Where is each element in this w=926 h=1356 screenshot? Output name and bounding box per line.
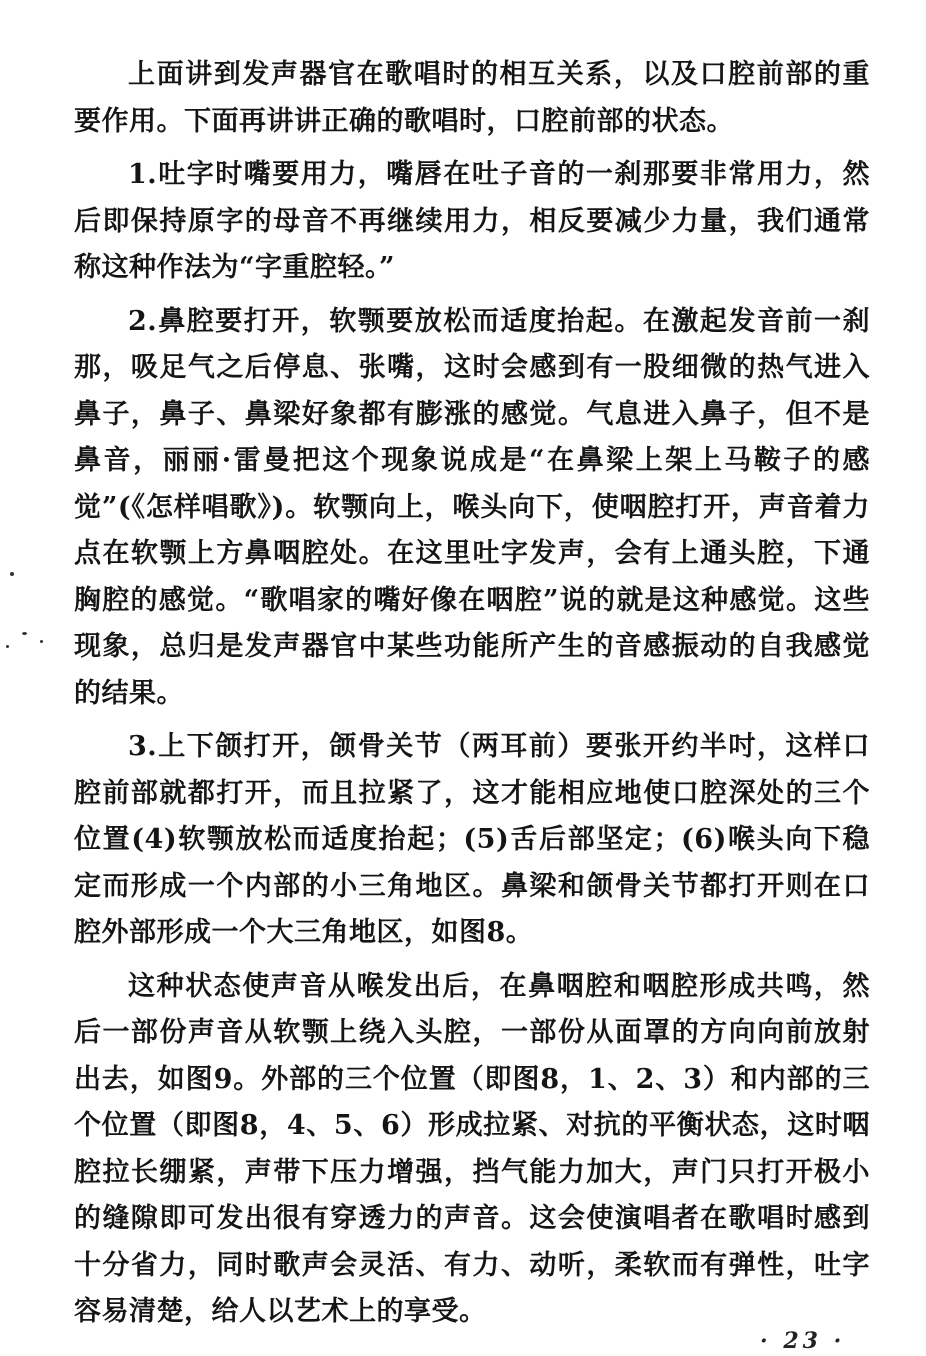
paragraph-conclusion: 这种状态使声音从喉发出后，在鼻咽腔和咽腔形成共鸣，然后一部份声音从软颚上绕入头腔，一部份从面罩的方向向前放射出去，如图9。外部的三个位置（即图8，1、2、3）和内部的三个位置（即图8，4、5、6）形成拉紧、对抗的平衡状态，这时咽腔拉长绷紧，声带下压力增强，挡气能力加大，声门只打开极小的缝隙即可发出很有穿透力的声音。这会使演唱者在歌唱时感到十分省力，同时歌声会灵活、有力、动听，柔软而有弹性，吐字容易清楚，给人以艺术上的享受。 (74, 970, 870, 1327)
scan-speck (10, 572, 14, 576)
paragraph-intro: 上面讲到发声器官在歌唱时的相互关系，以及口腔前部的重要作用。下面再讲讲正确的歌唱时，口腔前部的状态。 (74, 59, 870, 137)
paragraph-point-2: 2.鼻腔要打开，软颚要放松而适度抬起。在激起发音前一刹那，吸足气之后停息、张嘴，这时会感到有一股细微的热气进入鼻子，鼻子、鼻梁好象都有膨涨的感觉。气息进入鼻子，但不是鼻音，丽丽·雷曼把这个现象说成是“在鼻梁上架上马鞍子的感觉”(《怎样唱歌》)。软颚向上，喉头向下，使咽腔打开，声音着力点在软颚上方鼻咽腔处。在这里吐字发声，会有上通头腔，下通胸腔的感觉。“歌唱家的嘴好像在咽腔”说的就是这种感觉。这些现象，总归是发声器官中某些功能所产生的音感振动的自我感觉的结果。 (74, 305, 870, 709)
scan-speck (22, 632, 27, 635)
scan-speck (6, 645, 9, 648)
paragraph-point-3: 3.上下颌打开，颌骨关节（两耳前）要张开约半吋，这样口腔前部就都打开，而且拉紧了，这才能相应地使口腔深处的三个位置(4)软颚放松而适度抬起；(5)舌后部坚定；(6)喉头向下稳定而形成一个内部的小三角地区。鼻梁和颌骨关节都打开则在口腔外部形成一个大三角地区，如图8。 (74, 731, 870, 948)
page-number: · 23 · (760, 1328, 846, 1354)
body-text (74, 52, 870, 1343)
paragraph-point-1: 1.吐字时嘴要用力，嘴唇在吐子音的一刹那要非常用力，然后即保持原字的母音不再继续用力，相反要减少力量，我们通常称这种作法为“字重腔轻。” (74, 159, 870, 283)
scan-speck (40, 640, 43, 643)
